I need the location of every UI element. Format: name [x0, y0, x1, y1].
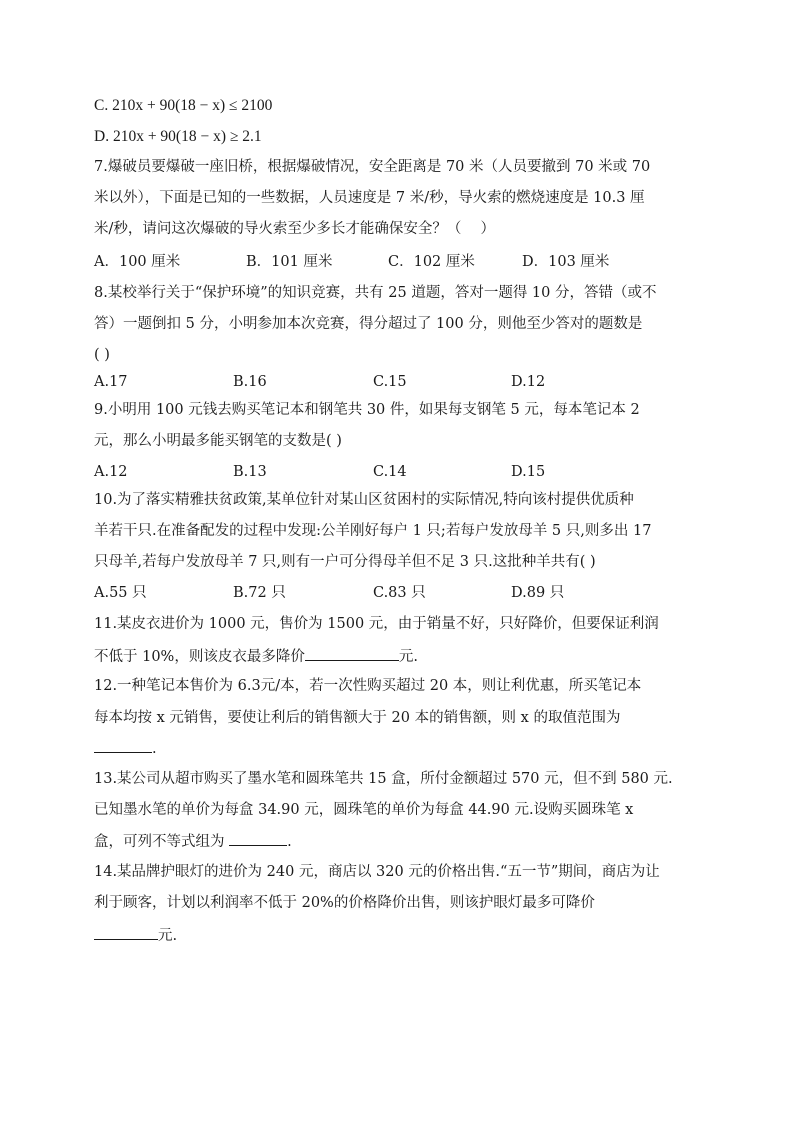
question-12-line-3: [94, 737, 704, 759]
question-11-suffix: 元.: [398, 649, 418, 665]
option-d-inequality: D. 210x + 90(18 − x) ≥ 2.1: [94, 128, 262, 145]
question-7-line-1: 7.爆破员要爆破一座旧桥，根据爆破情况，安全距离是 70 米（人员要撤到 70 米或 70: [94, 159, 651, 175]
option-c-inequality: C. 210x + 90(18 − x) ≤ 2100: [94, 97, 273, 114]
question-14-answer-blank[interactable]: [94, 924, 158, 940]
question-9-option-c: C.14: [373, 464, 407, 480]
question-12-line-1: 12.一种笔记本售价为 6.3元/本，若一次性购买超过 20 本，则让利优惠，所买笔记本: [94, 678, 642, 694]
question-8-option-d: D.12: [511, 374, 546, 390]
question-13-suffix: .: [287, 834, 292, 850]
question-7-option-d: D．103 厘米: [522, 254, 610, 270]
question-14-line-1: 14.某品牌护眼灯的进价为 240 元，商店以 320 元的价格出售.“五一节”期间，商店为让: [94, 864, 660, 880]
question-12-answer-blank[interactable]: [94, 737, 152, 753]
question-10-option-b: B.72 只: [233, 585, 286, 601]
question-7-options: [94, 251, 704, 273]
question-14-line-3: [94, 924, 704, 946]
question-11-line-1: 11.某皮衣进价为 1000 元，售价为 1500 元，由于销量不好，只好降价，但要保证利润: [94, 616, 659, 632]
question-9-line-2: 元，那么小明最多能买钢笔的支数是( ): [94, 433, 342, 449]
question-10-option-d: D.89 只: [511, 585, 565, 601]
question-8-option-c: C.15: [373, 374, 407, 390]
question-12-suffix: .: [152, 741, 157, 757]
question-9-option-a: A.12: [94, 464, 128, 480]
question-7-line-2: 米以外），下面是已知的一些数据，人员速度是 7 米/秒，导火索的燃烧速度是 10.3 厘: [94, 190, 645, 206]
question-14-suffix: 元.: [158, 928, 178, 944]
question-8-line-2: 答）一题倒扣 5 分，小明参加本次竞赛，得分超过了 100 分，则他至少答对的题数是: [94, 316, 643, 332]
question-13-line-2: 已知墨水笔的单价为每盒 34.90 元，圆珠笔的单价为每盒 44.90 元.设购买圆珠笔 x: [94, 802, 634, 818]
question-9-line-1: 9.小明用 100 元钱去购买笔记本和钢笔共 30 件，如果每支钢笔 5 元，每本笔记本 2: [94, 402, 640, 418]
question-10-option-c: C.83 只: [373, 585, 426, 601]
question-11-answer-blank[interactable]: [305, 645, 399, 661]
question-13-line-3: [94, 830, 704, 852]
question-8-line-3: ( ): [94, 347, 110, 363]
question-7-option-b: B．101 厘米: [246, 254, 333, 270]
question-10-line-2: 羊若干只.在准备配发的过程中发现:公羊刚好每户 1 只;若每户发放母羊 5 只,则多出 17: [94, 523, 652, 539]
question-8-options: [94, 371, 704, 393]
question-11-text: 不低于 10%，则该皮衣最多降价: [94, 649, 305, 665]
question-7-option-a: A．100 厘米: [94, 254, 181, 270]
question-14-line-2: 利于顾客，计划以利润率不低于 20%的价格降价出售，则该护眼灯最多可降价: [94, 895, 595, 911]
question-8-option-a: A.17: [94, 374, 128, 390]
question-13-answer-blank[interactable]: [229, 830, 287, 846]
question-10-options: [94, 582, 704, 604]
question-10-line-1: 10.为了落实精雅扶贫政策,某单位针对某山区贫困村的实际情况,特向该村提供优质种: [94, 492, 634, 508]
question-9-option-b: B.13: [233, 464, 267, 480]
question-7-line-3: 米/秒，请问这次爆破的导火索至少多长才能确保安全？（ ）: [94, 221, 495, 237]
question-11-line-2: [94, 645, 704, 667]
question-8-option-b: B.16: [233, 374, 267, 390]
question-12-line-2: 每本均按 x 元销售，要使让利后的销售额大于 20 本的销售额，则 x 的取值范围为: [94, 710, 621, 726]
question-8-line-1: 8.某校举行关于“保护环境”的知识竞赛，共有 25 道题，答对一题得 10 分，答错（或不: [94, 285, 657, 301]
question-10-line-3: 只母羊,若每户发放母羊 7 只,则有一户可分得母羊但不足 3 只.这批种羊共有( ): [94, 554, 596, 570]
question-13-text: 盒，可列不等式组为: [94, 834, 230, 850]
question-10-option-a: A.55 只: [94, 585, 147, 601]
question-13-line-1: 13.某公司从超市购买了墨水笔和圆珠笔共 15 盒，所付金额超过 570 元，但不到 580 元.: [94, 771, 673, 787]
question-9-options: [94, 461, 704, 483]
question-9-option-d: D.15: [511, 464, 546, 480]
question-7-option-c: C．102 厘米: [388, 254, 475, 270]
